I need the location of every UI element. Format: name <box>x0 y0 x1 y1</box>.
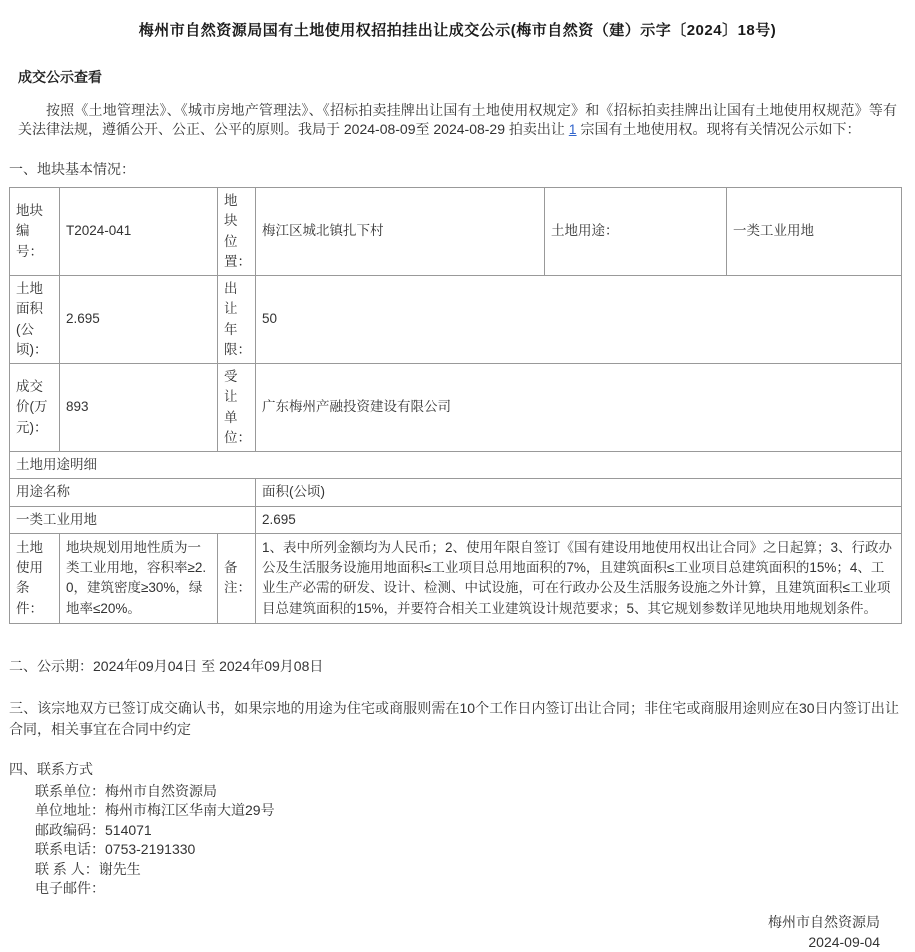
doc-footer <box>0 912 915 952</box>
table-row <box>10 452 902 479</box>
plot-no-cell: T2024-041 <box>60 188 218 276</box>
term-cell: 50 <box>256 276 902 364</box>
remark-label-cell: 备注： <box>218 533 256 623</box>
use-area-cell: 2.695 <box>256 506 902 533</box>
contact-line-unit: 联系单位：梅州市自然资源局 <box>35 782 217 799</box>
contact-line-address: 单位地址：梅州市梅江区华南大道29号 <box>35 802 275 819</box>
location-label-cell: 地块位置： <box>218 188 256 276</box>
intro-text-after: 宗国有土地使用权。现将有关情况公示如下： <box>576 121 861 137</box>
section4-heading: 四、联系方式 <box>9 760 93 777</box>
plot-no-label-cell: 地块编号： <box>10 188 60 276</box>
land-use-label-cell: 土地用途： <box>545 188 727 276</box>
use-detail-title-cell: 土地用途明细 <box>10 452 902 479</box>
table-row <box>10 533 902 623</box>
contact-line-postcode: 邮政编码：514071 <box>35 821 152 838</box>
transferee-cell: 广东梅州产融投资建设有限公司 <box>256 364 902 452</box>
table-row <box>10 188 902 276</box>
view-heading: 成交公示查看 <box>18 69 102 85</box>
intro-paragraph <box>18 101 897 139</box>
section1-heading: 一、地块基本情况： <box>9 161 135 177</box>
contact-line-email: 电子邮件： <box>35 880 105 897</box>
area-label-cell: 土地面积(公顷)： <box>10 276 60 364</box>
remark-cell: 1、表中所列金额均为人民币；2、使用年限自签订《国有建设用地使用权出让合同》之日起算；3、行政办公及生活服务设施用地面积≤工业项目总用地面积的7%，且建筑面积≤工业项目总建筑面积的15%；4、工业生产必需的研发、设计、检测、中试设施，可在行政办公及生活服务设施之外计算，且建筑面积≤工业项目总建筑面积的15%，并要符合相关工业建筑设计规范要求；5、其它规划参数详见地块用地规划条件。 <box>256 533 902 623</box>
contact-line-person: 联 系 人：谢先生 <box>35 860 141 877</box>
condition-label-cell: 土地使用条件： <box>10 533 60 623</box>
table-row <box>10 506 902 533</box>
table-row <box>10 479 902 506</box>
footer-date: 2024-09-04 <box>808 933 880 950</box>
intro-text-before: 按照《土地管理法》、《城市房地产管理法》、《招标拍卖挂牌出让国有土地使用权规定》和《招标拍卖挂牌出让国有土地使用权规范》等有关法律法规，遵循公开、公正、公平的原则。我局于 2024-08-09至 2024-08-29 拍卖出让 <box>18 102 897 137</box>
table-row <box>10 364 902 452</box>
condition-cell: 地块规划用地性质为一类工业用地，容积率≥2.0，建筑密度≥30%，绿地率≤20%。 <box>60 533 218 623</box>
contact-line-phone: 联系电话：0753-2191330 <box>35 841 196 858</box>
land-use-cell: 一类工业用地 <box>727 188 902 276</box>
price-cell: 893 <box>60 364 218 452</box>
page-title: 梅州市自然资源局国有土地使用权招拍挂出让成交公示(梅市自然资（建）示字〔2024〕18号) <box>138 22 777 39</box>
area-cell: 2.695 <box>60 276 218 364</box>
use-name-cell: 一类工业用地 <box>10 506 256 533</box>
transferee-label-cell: 受让单位： <box>218 364 256 452</box>
parcel-count-link[interactable]: 1 <box>568 121 577 137</box>
contact-block <box>0 782 915 899</box>
use-name-header-cell: 用途名称 <box>10 479 256 506</box>
location-cell: 梅江区城北镇扎下村 <box>256 188 545 276</box>
use-area-header-cell: 面积(公顷) <box>256 479 902 506</box>
term-label-cell: 出让年限： <box>218 276 256 364</box>
parcel-table <box>9 187 902 624</box>
section3-paragraph: 三、该宗地双方已签订成交确认书，如果宗地的用途为住宅或商服则需在10个工作日内签订出让合同；非住宅或商服用途则应在30日内签订出让合同，相关事宜在合同中约定 <box>9 699 899 737</box>
table-row <box>10 276 902 364</box>
footer-issuer: 梅州市自然资源局 <box>768 913 880 930</box>
price-label-cell: 成交价(万元)： <box>10 364 60 452</box>
section2-heading: 二、公示期：2024年09月04日 至 2024年09月08日 <box>9 657 324 674</box>
